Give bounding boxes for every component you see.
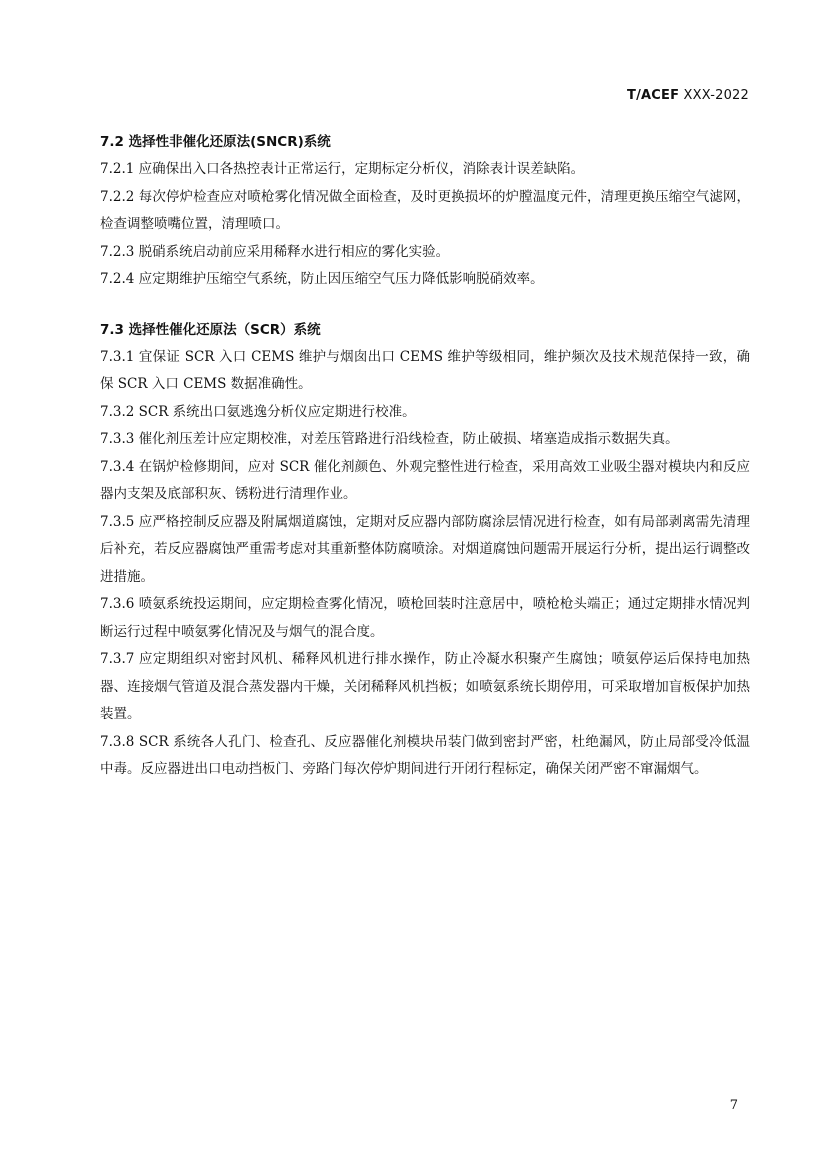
clause-7-3-4: 7.3.4 在锅炉检修期间，应对 SCR 催化剂颜色、外观完整性进行检查，采用高效工业吸尘器对模块内和反应器内支架及底部积灰、锈粉进行清理作业。 [100, 458, 750, 502]
clause-7-3-6: 7.3.6 喷氨系统投运期间，应定期检查雾化情况，喷枪回装时注意居中，喷枪枪头端正；通过定期排水情况判断运行过程中喷氨雾化情况及与烟气的混合度。 [100, 596, 750, 640]
document-code-suffix: XXX-2022 [679, 88, 749, 103]
clause-7-3-3: 7.3.3 催化剂压差计应定期校准，对差压管路进行沿线检查，防止破损、堵塞造成指示数据失真。 [100, 431, 679, 447]
document-code-header [627, 88, 749, 103]
section-title: 7.2 选择性非催化还原法(SNCR)系统 [100, 134, 331, 150]
document-body [100, 128, 750, 784]
clause-7-3-7: 7.3.7 应定期组织对密封风机、稀释风机进行排水操作，防止冷凝水积聚产生腐蚀；喷氨停运后保持电加热器、连接烟气管道及混合蒸发器内干燥，关闭稀释风机挡板；如喷氨系统长期停用，可采取增加盲板保护加热装置。 [100, 651, 750, 722]
section-title: 7.3 选择性催化还原法（SCR）系统 [100, 321, 321, 338]
clause-7-3-1: 7.3.1 宜保证 SCR 入口 CEMS 维护与烟囱出口 CEMS 维护等级相同，维护频次及技术规范保持一致，确保 SCR 入口 CEMS 数据准确性。 [100, 348, 750, 392]
page-number: 7 [729, 1098, 738, 1113]
clause-7-2-3: 7.2.3 脱硝系统启动前应采用稀释水进行相应的雾化实验。 [100, 243, 450, 260]
clause-7-2-2: 7.2.2 每次停炉检查应对喷枪雾化情况做全面检查，及时更换损坏的炉膛温度元件，清理更换压缩空气滤网，检查调整喷嘴位置，清理喷口。 [100, 188, 750, 232]
section-7-3 [100, 316, 750, 784]
clause-7-2-1: 7.2.1 应确保出入口各热控表计正常运行，定期标定分析仪，消除表计误差缺陷。 [100, 161, 585, 177]
clause-7-3-8: 7.3.8 SCR 系统各人孔门、检查孔、反应器催化剂模块吊装门做到密封严密，杜绝漏风，防止局部受冷低温中毒。反应器进出口电动挡板门、旁路门每次停炉期间进行开闭行程标定，确保关闭严密不窜漏烟气。 [100, 733, 750, 777]
document-code-prefix: T/ACEF [627, 88, 680, 103]
section-7-2 [100, 128, 750, 294]
clause-7-3-2: 7.3.2 SCR 系统出口氨逃逸分析仪应定期进行校准。 [100, 403, 416, 420]
clause-7-3-5: 7.3.5 应严格控制反应器及附属烟道腐蚀，定期对反应器内部防腐涂层情况进行检查，如有局部剥离需先清理后补充，若反应器腐蚀严重需考虑对其重新整体防腐喷涂。对烟道腐蚀问题需开展运行分析，提出运行调整改进措施。 [100, 513, 750, 585]
clause-7-2-4: 7.2.4 应定期维护压缩空气系统，防止因压缩空气压力降低影响脱硝效率。 [100, 271, 544, 287]
